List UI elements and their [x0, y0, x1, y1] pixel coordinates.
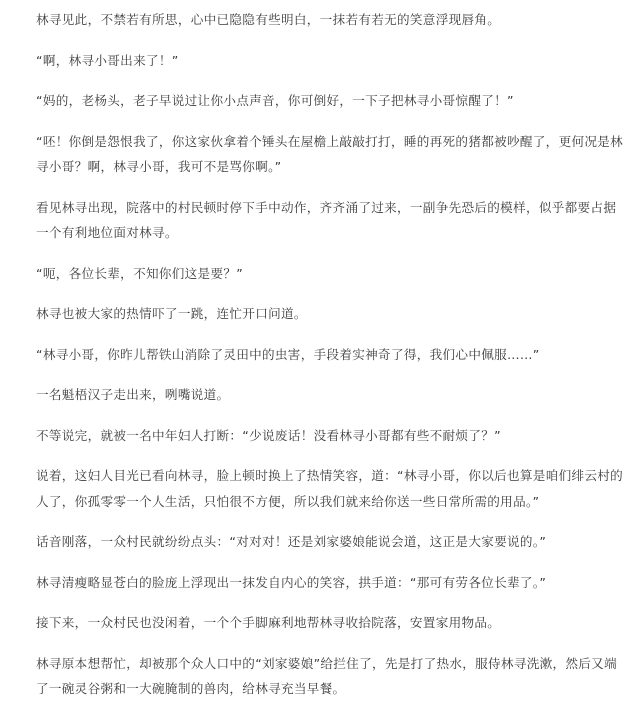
paragraph: “呸！你倒是怨恨我了，你这家伙拿着个锤头在屋檐上敲敲打打，睡的再死的猪都被吵醒了，更何况是林寻小哥？啊，林寻小哥，我可不是骂你啊。” [36, 133, 624, 174]
paragraph: “啊，林寻小哥出来了！” [36, 52, 179, 68]
paragraph: 林寻也被大家的热情吓了一跳，连忙开口问道。 [36, 306, 307, 321]
paragraph: 林寻清瘦略显苍白的脸庞上浮现出一抹发自内心的笑容，拱手道：“那可有劳各位长辈了。” [36, 574, 547, 590]
article-body [36, 7, 628, 702]
paragraph: 林寻见此，不禁若有所思，心中已隐隐有些明白，一抹若有若无的笑意浮现唇角。 [36, 12, 501, 27]
paragraph: “妈的，老杨头，老子早说过让你小点声音，你可倒好，一下子把林寻小哥惊醒了！” [36, 93, 514, 108]
paragraph: 看见林寻出现，院落中的村民顿时停下手中动作，齐齐涌了过来，一副争先恐后的模样，似乎都要占据一个有利地位面对林寻。 [36, 199, 617, 240]
paragraph: 一名魁梧汉子走出来，咧嘴说道。 [36, 387, 230, 402]
paragraph: 说着，这妇人目光已看向林寻，脸上顿时换上了热情笑容，道：“林寻小哥，你以后也算是咱们绯云村的人了，你孤零零一个人生活，只怕很不方便，所以我们就来给你送一些日常所需的用品。” [36, 468, 624, 509]
paragraph: “呃，各位长辈，不知你们这是要？” [36, 265, 244, 281]
paragraph: 林寻原本想帮忙，却被那个众人口中的“刘家婆娘”给拦住了，先是打了热水，服侍林寻洗漱，然后又端了一碗灵谷粥和一大碗腌制的兽肉，给林寻充当早餐。 [36, 655, 617, 696]
paragraph: 接下来，一众村民也没闲着，一个个手脚麻利地帮林寻收拾院落，安置家用物品。 [36, 615, 501, 630]
paragraph: 不等说完，就被一名中年妇人打断：“少说废话！没看林寻小哥都有些不耐烦了？” [36, 427, 501, 443]
paragraph: “林寻小哥，你昨儿帮铁山消除了灵田中的虫害，手段着实神奇了得，我们心中佩服……” [36, 346, 540, 362]
paragraph: 话音刚落，一众村民就纷纷点头：“对对对！还是刘家婆娘能说会道，这正是大家要说的。” [36, 534, 547, 549]
